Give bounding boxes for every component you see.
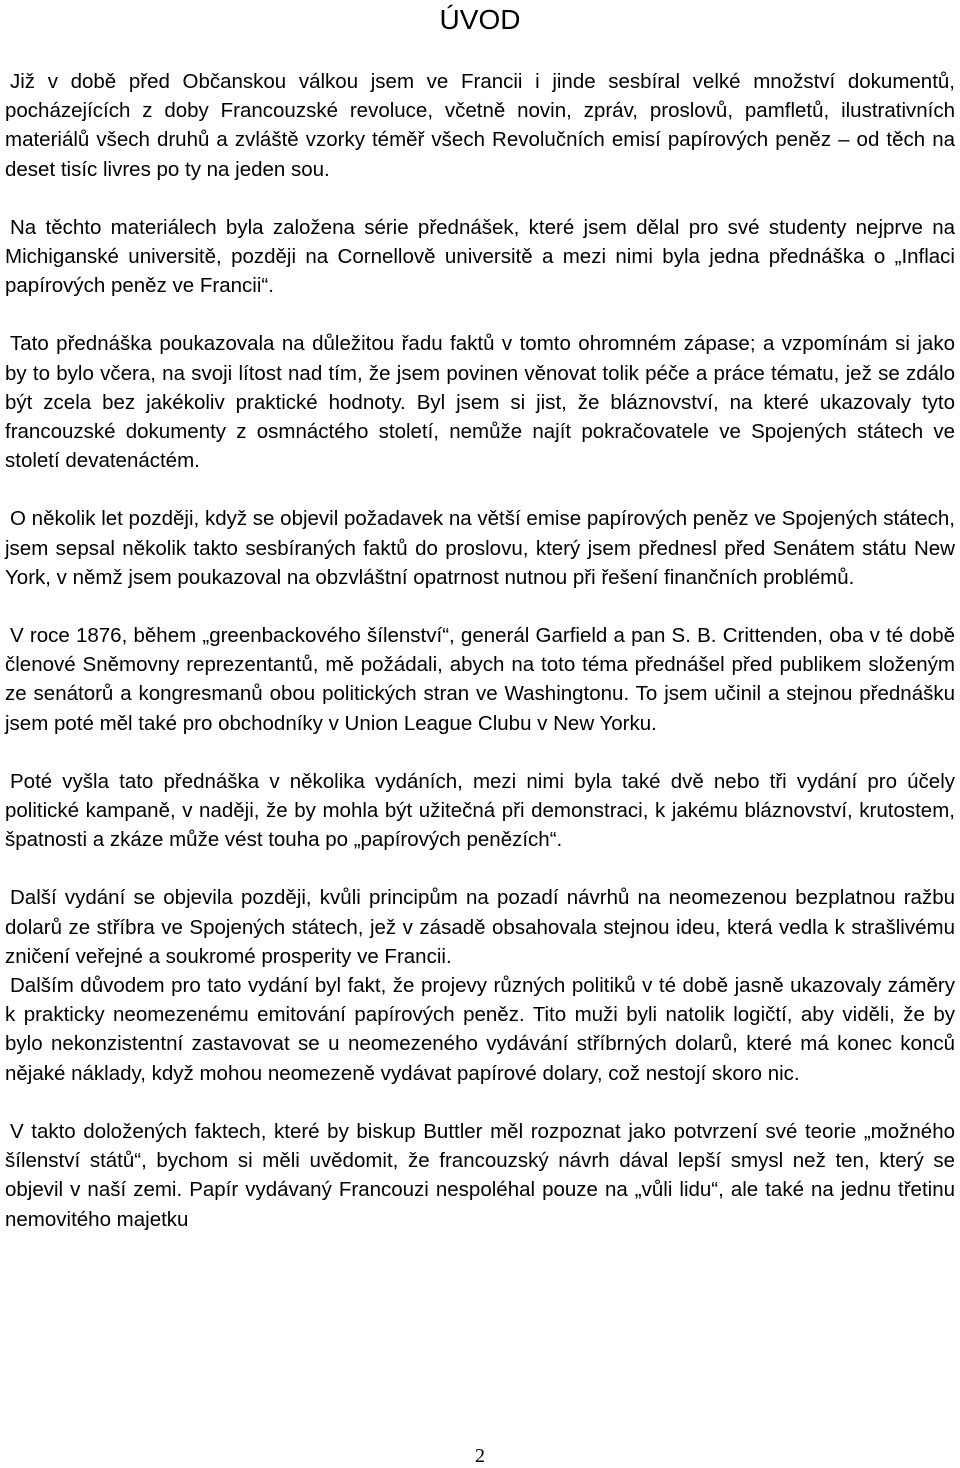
paragraph-7: Další vydání se objevila později, kvůli principům na pozadí návrhů na neomezenou bezplatnou ražbu dolarů ze stříbra ve Spojených státech, jež v zásadě obsahovala stejnou ideu, která vedla k strašlivému zničení veřejné a soukromé prosperity ve Francii. xyxy=(5,886,955,968)
body-text xyxy=(5,67,955,1234)
paragraph-6: Poté vyšla tato přednáška v několika vydáních, mezi nimi byla také dvě nebo tři vydání pro účely politické kampaně, v naději, že by mohla být užitečná při demonstraci, k jakému bláznovství, krutostem, špatnosti a zkáze může vést touha po „papírových penězích“. xyxy=(5,769,955,852)
paragraph-2: Na těchto materiálech byla založena série přednášek, které jsem dělal pro své studenty nejprve na Michiganské universitě, později na Cornellově universitě a mezi nimi byla jedna přednáška o „Inflaci papírových peněz ve Francii“. xyxy=(5,215,955,298)
paragraph-1: Již v době před Občanskou válkou jsem ve Francii i jinde sesbíral velké množství dokumentů, pocházejících z doby Francouzské revoluce, včetně novin, zpráv, proslovů, pamfletů, ilustrativních materiálů všech druhů a zvláště vzorky téměř všech Revolučních emisí papírových peněz – od těch na deset tisíc livres po ty na jeden sou. xyxy=(5,70,955,181)
paragraph-8: Dalším důvodem pro tato vydání byl fakt, že projevy různých politiků v té době jasně ukazovaly záměry k prakticky neomezenému emitování papírových peněz. Tito muži byli natolik logičtí, aby viděli, že by bylo nekonzistentní zastavovat se u neomezeného vydávání stříbrných dolarů, které má konec konců nějaké náklady, když mohou neomezeně vydávat papírové dolary, což nestojí skoro nic. xyxy=(5,974,955,1085)
page-number: 2 xyxy=(475,1445,485,1467)
paragraph-3: Tato přednáška poukazovala na důležitou řadu faktů v tomto ohromném zápase; a vzpomínám si jako by to bylo včera, na svoji lítost nad tím, že jsem povinen věnovat tolik péče a práce tématu, jež se zdálo být zcela bez jakékoliv praktické hodnoty. Byl jsem si jist, že bláznovství, na které ukazovaly tyto francouzské dokumenty z osmnáctého století, nemůže najít pokračovatele ve Spojených státech ve století devatenáctém. xyxy=(5,332,955,473)
page-title: ÚVOD xyxy=(439,4,521,35)
paragraph-9: V takto doložených faktech, které by biskup Buttler měl rozpoznat jako potvrzení své teorie „možného šílenství států“, bychom si měli uvědomit, že francouzský návrh dával lepší smysl než ten, který se objevil v naší zemi. Papír vydávaný Francouzi nespoléhal pouze na „vůli lidu“, ale také na jednu třetinu nemovitého majetku xyxy=(5,1119,955,1231)
paragraph-4: O několik let později, když se objevil požadavek na větší emise papírových peněz ve Spojených státech, jsem sepsal několik takto sesbíraných faktů do proslovu, který jsem přednesl před Senátem státu New York, v němž jsem poukazoval na obzvláštní opatrnost nutnou při řešení finančních problémů. xyxy=(5,507,955,589)
paragraph-5: V roce 1876, během „greenbackového šílenství“, generál Garfield a pan S. B. Crittenden, oba v té době členové Sněmovny reprezentantů, mě požádali, abych na toto téma přednášel před publikem složeným ze senátorů a kongresmanů obou politických stran ve Washingtonu. To jsem učinil a stejnou přednášku jsem poté měl také pro obchodníky v Union League Clubu v New Yorku. xyxy=(5,624,955,735)
